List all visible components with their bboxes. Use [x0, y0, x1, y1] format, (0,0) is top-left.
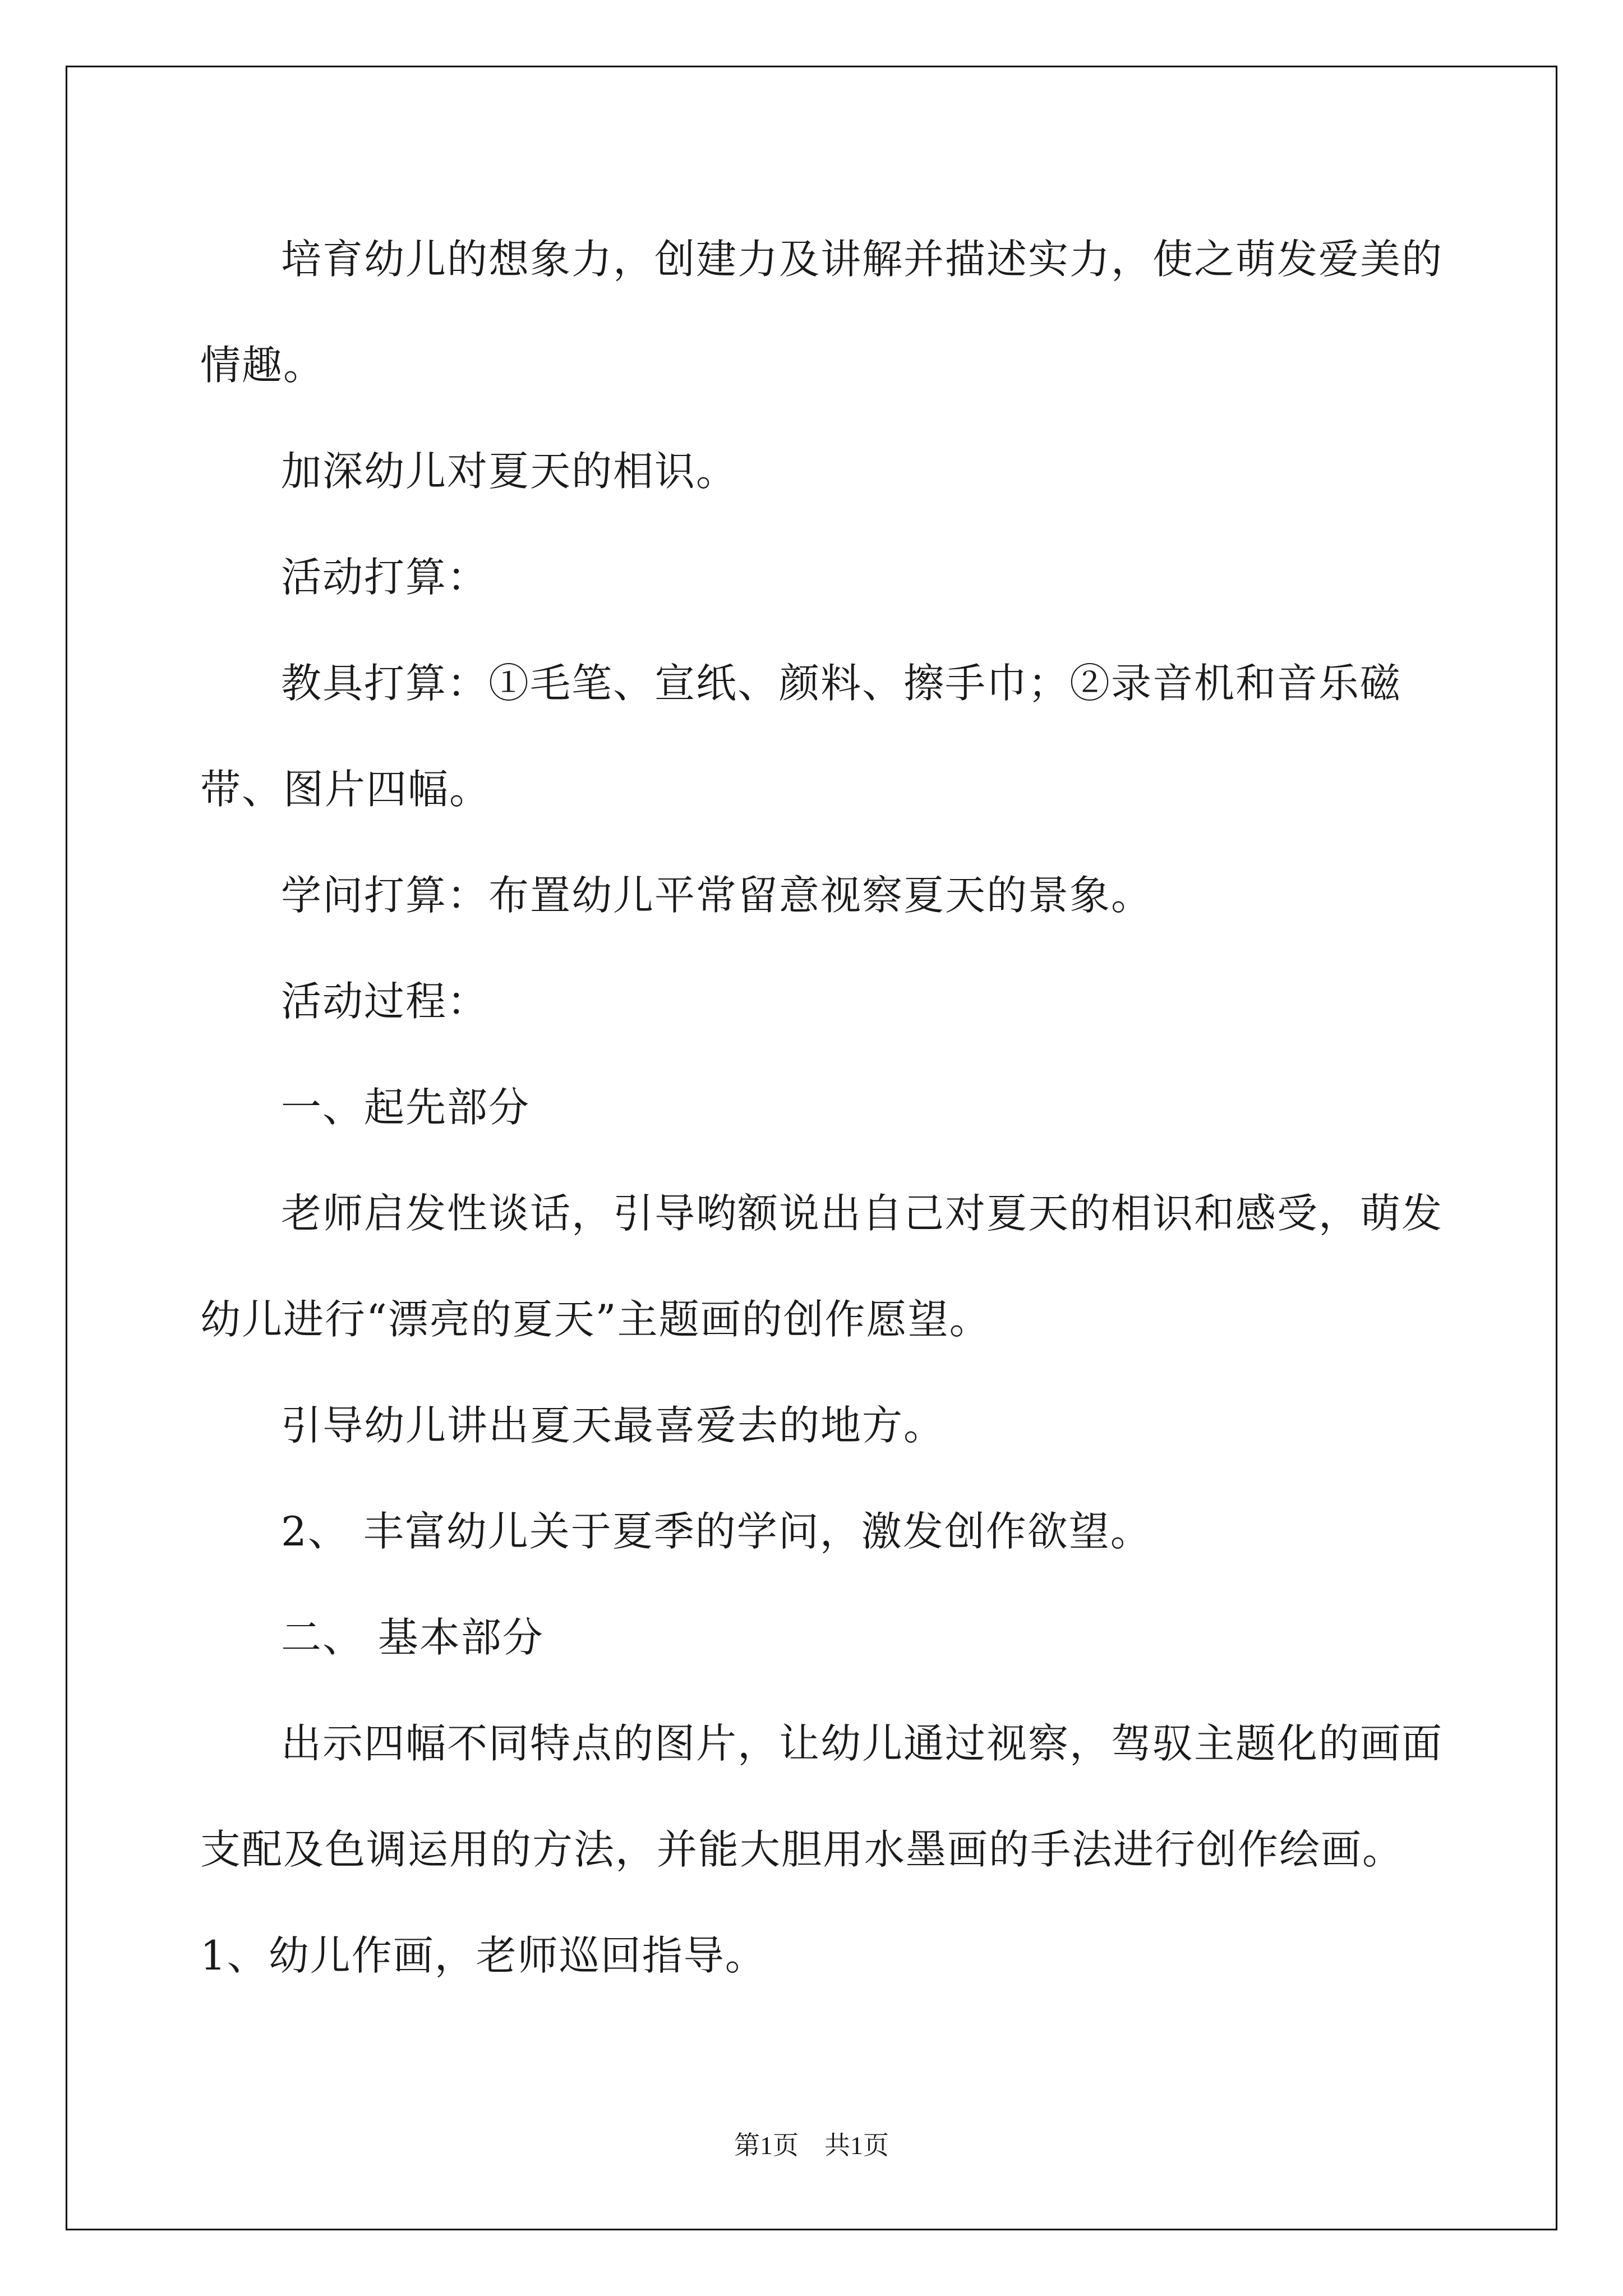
- document-body: [200, 206, 1468, 2009]
- paragraph: 2、 丰富幼儿关于夏季的学问，激发创作欲望。: [281, 1508, 1152, 1555]
- paragraph: 培育幼儿的想象力，创建力及讲解并描述实力，使之萌发爱美的情趣。: [200, 236, 1444, 389]
- paragraph: 加深幼儿对夏天的相识。: [281, 448, 738, 495]
- page-footer: 第1页 共1页: [734, 2131, 889, 2160]
- section-heading: 一、起先部分: [281, 1084, 531, 1131]
- paragraph: 出示四幅不同特点的图片，让幼儿通过视察，驾驭主题化的画面支配及色调运用的方法，并能大胆用水墨画的手法进行创作绘画。1、幼儿作画，老师巡回指导。: [200, 1720, 1444, 1979]
- section-heading: 二、 基本部分: [281, 1614, 544, 1661]
- paragraph: 学问打算：布置幼儿平常留意视察夏天的景象。: [281, 872, 1153, 919]
- paragraph: 活动过程：: [281, 978, 489, 1025]
- paragraph: 引导幼儿讲出夏天最喜爱去的地方。: [281, 1402, 946, 1449]
- paragraph: 活动打算：: [281, 554, 489, 601]
- paragraph: 老师启发性谈话，引导哟额说出自己对夏天的相识和感受，萌发幼儿进行“漂亮的夏天”主题画的创作愿望。: [200, 1190, 1444, 1343]
- paragraph: 教具打算：①毛笔、宣纸、颜料、擦手巾；②录音机和音乐磁带、图片四幅。: [200, 660, 1402, 813]
